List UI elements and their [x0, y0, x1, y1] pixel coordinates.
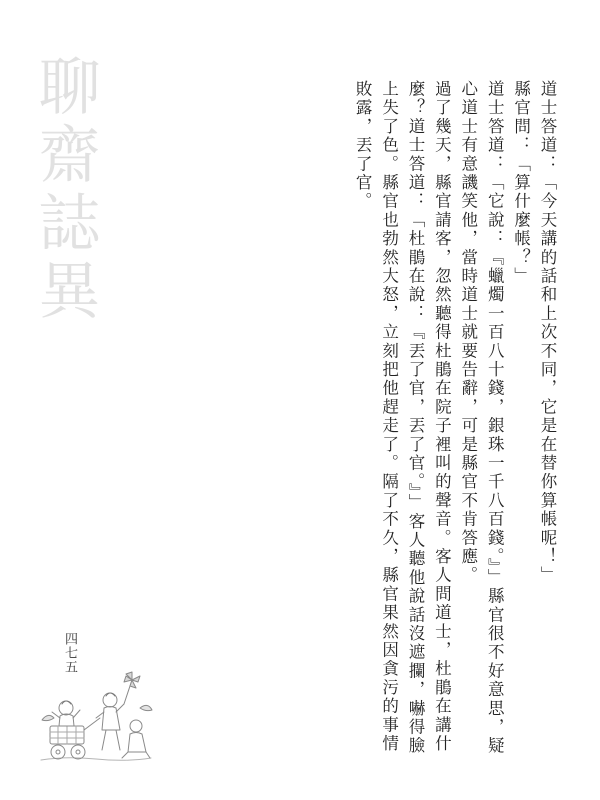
paragraph-3: 道士答道：「它說：『蠟燭一百八十錢，銀珠一千八百錢。』」縣官很不好意思，疑心道士有意譏笑他，當時道士就要告辭，可是縣官不肯答應。	[458, 80, 505, 756]
book-title-watermark: 聊齋誌異	[28, 54, 101, 326]
paragraph-4: 過了幾天，縣官請客，忽然聽得杜鵑在院子裡叫的聲音。客人問道士，杜鵑在講什麼？道士答道：「杜鵑在說：『丟了官，丟了官。』」客人聽他說話沒遮攔，嚇得臉上失了色。縣官也勃然大怒，立刻把他趕走了。隔了不久，縣官果然因貪污的事情敗露，丟了官。	[353, 80, 452, 756]
paragraph-1: 道士答道：「今天講的話和上次不同，它是在替你算帳呢！」	[538, 80, 557, 585]
vertical-text-body	[349, 80, 560, 770]
paragraph-2: 縣官問：「算什麼帳？」	[511, 80, 531, 286]
page-number: 四七五	[62, 632, 77, 674]
children-playing-illustration-icon	[36, 660, 156, 770]
